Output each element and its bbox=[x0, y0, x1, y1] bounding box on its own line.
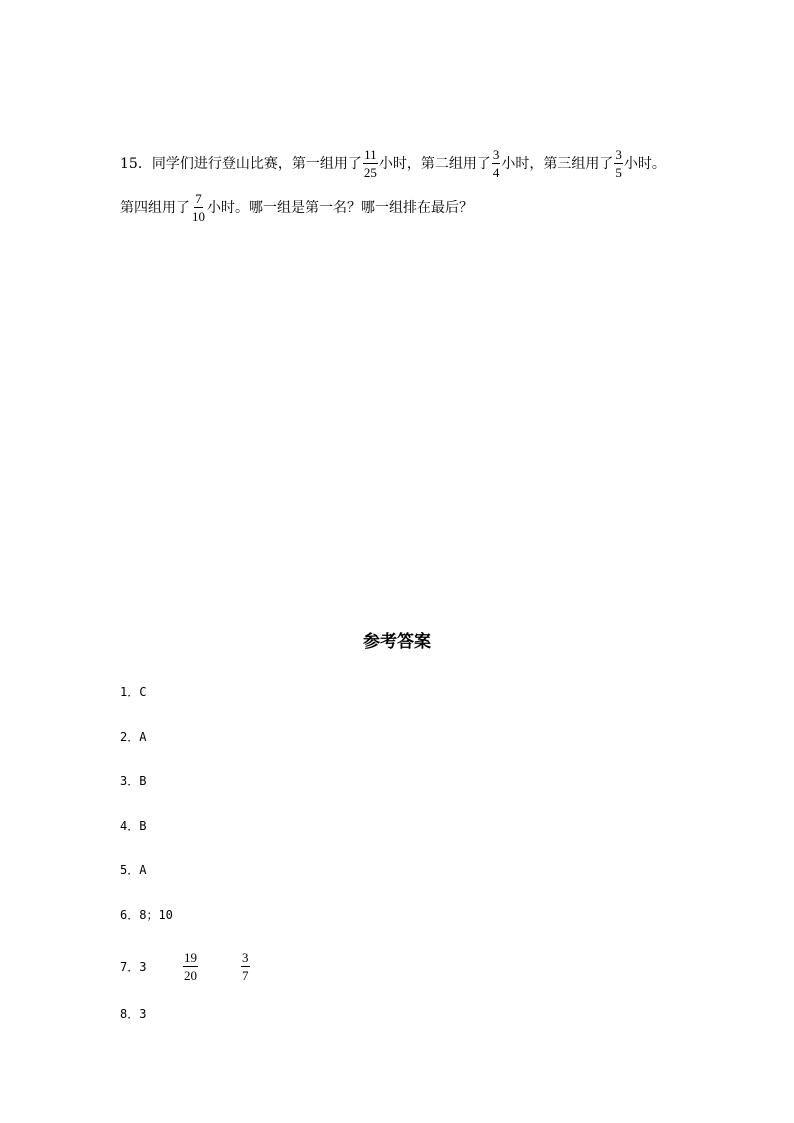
fraction-numerator: 3 bbox=[242, 949, 249, 965]
answers-heading: 参考答案 bbox=[363, 632, 431, 652]
fraction-denominator: 5 bbox=[615, 165, 622, 180]
fraction-group-3 bbox=[614, 148, 623, 179]
question-15-line-2 bbox=[120, 192, 473, 223]
fraction-numerator: 3 bbox=[615, 147, 622, 162]
answer-5: 5．A bbox=[120, 863, 147, 877]
fraction-numerator: 7 bbox=[195, 191, 202, 206]
answer-6: 6．8；10 bbox=[120, 908, 173, 922]
fraction-denominator: 7 bbox=[242, 967, 249, 983]
question-text: 15．同学们进行登山比赛，第一组用了 bbox=[120, 155, 362, 172]
fraction-numerator: 11 bbox=[364, 147, 377, 162]
answer-7-fraction-2 bbox=[241, 951, 250, 982]
question-text: 小时，第二组用了 bbox=[378, 155, 491, 172]
fraction-denominator: 25 bbox=[363, 165, 377, 180]
question-text: 小时。 bbox=[623, 155, 666, 172]
answer-4: 4．B bbox=[120, 819, 147, 833]
question-text: 小时。哪一组是第一名？哪一组排在最后？ bbox=[207, 199, 473, 216]
answer-7 bbox=[120, 948, 251, 984]
answer-8: 8．3 bbox=[120, 1007, 147, 1021]
answer-1: 1．C bbox=[120, 685, 147, 699]
fraction-denominator: 4 bbox=[492, 165, 500, 180]
answer-3: 3．B bbox=[120, 774, 147, 788]
question-15-line-1 bbox=[120, 148, 666, 179]
fraction-numerator: 19 bbox=[184, 949, 197, 965]
answer-2: 2．A bbox=[120, 730, 147, 744]
fraction-group-2 bbox=[492, 148, 501, 179]
fraction-group-4 bbox=[191, 192, 206, 223]
question-text: 第四组用了 bbox=[120, 199, 190, 216]
question-text: 小时，第三组用了 bbox=[501, 155, 614, 172]
answer-7-fraction-1 bbox=[183, 951, 198, 982]
fraction-group-1 bbox=[363, 148, 378, 179]
fraction-denominator: 10 bbox=[192, 209, 205, 224]
fraction-numerator: 3 bbox=[492, 147, 500, 162]
answer-7-label: 7．3 bbox=[120, 959, 147, 974]
fraction-denominator: 20 bbox=[184, 967, 197, 983]
